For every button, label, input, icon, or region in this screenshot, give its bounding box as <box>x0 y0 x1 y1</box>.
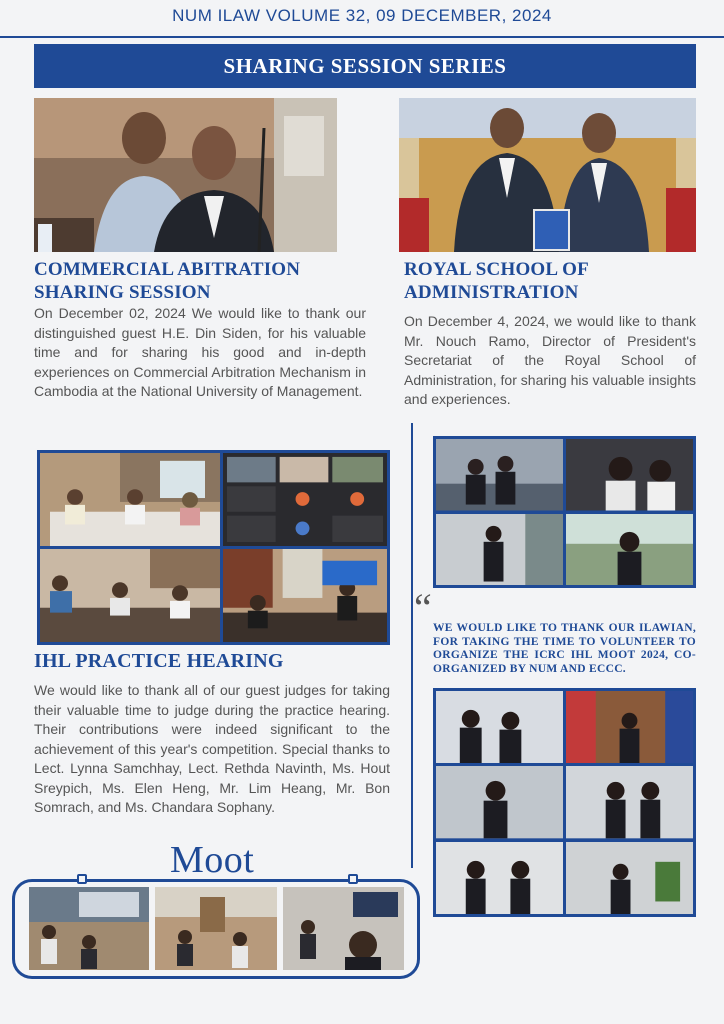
volunteer-photo-8 <box>566 766 693 838</box>
royal-title-line-1: ROYAL SCHOOL OF <box>404 259 589 280</box>
volunteer-photo-10 <box>566 842 693 914</box>
royal-body: On December 4, 2024, we would like to thank Mr. Nouch Ramo, Director of President's Secretariat of the Royal School of Administration, for sharing his valuable insights and experiences. <box>404 313 696 407</box>
volunteer-photo-5 <box>436 691 563 763</box>
ihl-body: We would like to thank all of our guest judges for taking their valuable time to judge during the practice hearing. Their contributions were indeed significant to the achievement of this year's competition. Special thanks to Lect. Lynna Samchhay, Lect. Rethda Navinth, Ms. Hout Sreypich, Ms. Elen Heng, Mr. Lim Heang, Mr. Bon Somrach, and Ms. Chandara Sophany. <box>34 682 390 815</box>
frame-notch-right <box>348 874 358 884</box>
moot-photo-3 <box>283 887 404 970</box>
newsletter-title: NUM ILAW VOLUME 32, 09 DECEMBER, 2024 <box>172 6 552 25</box>
volunteer-photo-2 <box>566 439 693 511</box>
column-divider <box>411 423 413 868</box>
royal-school-photo <box>399 98 696 252</box>
section-banner: SHARING SESSION SERIES <box>34 44 696 88</box>
moot-photo-1 <box>29 887 149 970</box>
commercial-title-line-2: SHARING SESSION <box>34 282 211 303</box>
commercial-arbitration-photo <box>34 98 337 252</box>
ihl-photo-judges-panel <box>223 549 387 642</box>
volunteer-photo-6 <box>566 691 693 763</box>
ihl-photo-hearing-desk <box>40 549 220 642</box>
ihl-photo-meeting-room <box>40 453 220 546</box>
ihl-photo-video-call <box>223 453 387 546</box>
ihl-practice-collage <box>37 450 390 645</box>
ihl-title: IHL PRACTICE HEARING <box>34 650 284 672</box>
quote-mark-icon: “ <box>414 585 432 630</box>
commercial-title-line-1: COMMERCIAL ABITRATION <box>34 259 301 280</box>
moot-photo-2 <box>155 887 277 970</box>
moot-thanks-quote: WE WOULD LIKE TO THANK OUR ILAWIAN, FOR TAKING THE TIME TO VOLUNTEER TO ORGANIZE THE ICRC IHL MOOT 2024, CO-ORGANIZED BY NUM AND ECCC. <box>433 622 696 675</box>
frame-notch-left <box>77 874 87 884</box>
volunteer-photo-1 <box>436 439 563 511</box>
moot-heading: Moot <box>170 839 255 881</box>
commercial-title <box>34 258 364 304</box>
volunteer-photo-7 <box>436 766 563 838</box>
volunteer-photo-3 <box>436 514 563 586</box>
header-divider <box>0 36 724 38</box>
volunteer-photo-4 <box>566 514 693 586</box>
royal-title-line-2: ADMINISTRATION <box>404 282 579 303</box>
commercial-body: On December 02, 2024 We would like to thank our distinguished guest H.E. Din Siden, for his valuable time and for sharing his good and in-depth experiences on Commercial Arbitration Mechanism in Cambodia at the National University of Management. <box>34 305 366 399</box>
royal-title <box>404 258 696 304</box>
volunteer-photo-9 <box>436 842 563 914</box>
moot-volunteers-collage-top <box>433 436 696 588</box>
moot-volunteers-collage-bottom <box>433 688 696 917</box>
